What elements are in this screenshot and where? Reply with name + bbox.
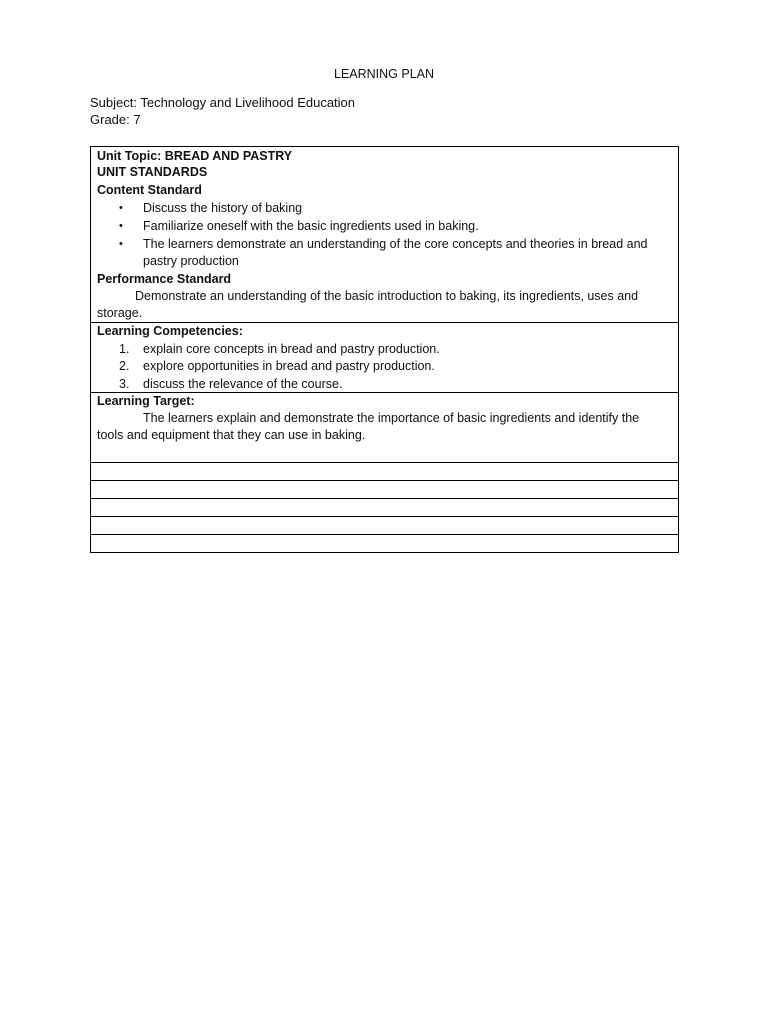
list-number: 2. [119,359,130,373]
performance-standard-text-continuation: storage. [97,306,143,320]
content-standard-bullet: Familiarize oneself with the basic ingredients used in baking. [143,219,479,233]
empty-table-row [91,481,678,499]
empty-table-row [91,535,678,552]
empty-table-row [91,517,678,535]
learning-target-cell [91,393,678,463]
grade-line: Grade: 7 [90,112,141,127]
content-standard-bullet: The learners demonstrate an understanding of the core concepts and theories in bread and [143,237,648,251]
content-standard-bullet: Discuss the history of baking [143,201,303,215]
bullet-marker: • [119,238,123,250]
bullet-marker: • [119,220,123,232]
unit-standards-heading: UNIT STANDARDS [97,165,208,179]
competency-item: explore opportunities in bread and pastry production. [143,359,435,373]
list-number: 3. [119,377,130,391]
list-number: 1. [119,342,130,356]
performance-standard-text: Demonstrate an understanding of the basic introduction to baking, its ingredients, uses and [135,289,639,303]
learning-target-heading: Learning Target: [97,394,195,408]
competency-item: explain core concepts in bread and pastry production. [143,342,440,356]
content-standard-heading: Content Standard [97,183,202,197]
learning-target-text-continuation: tools and equipment that they can use in baking. [97,428,366,442]
document-title: LEARNING PLAN [333,67,435,81]
learning-target-text: The learners explain and demonstrate the importance of basic ingredients and identify the [143,411,640,425]
unit-standards-cell [91,147,678,323]
performance-standard-heading: Performance Standard [97,272,232,286]
learning-competencies-heading: Learning Competencies: [97,324,243,338]
competency-item: discuss the relevance of the course. [143,377,343,391]
empty-table-row [91,463,678,481]
bullet-marker: • [119,202,123,214]
empty-table-row [91,499,678,517]
learning-plan-table [90,146,679,553]
subject-line: Subject: Technology and Livelihood Education [90,95,356,110]
learning-competencies-cell [91,323,678,393]
unit-topic: Unit Topic: BREAD AND PASTRY [97,149,293,163]
content-standard-bullet-continuation: pastry production [143,254,239,268]
